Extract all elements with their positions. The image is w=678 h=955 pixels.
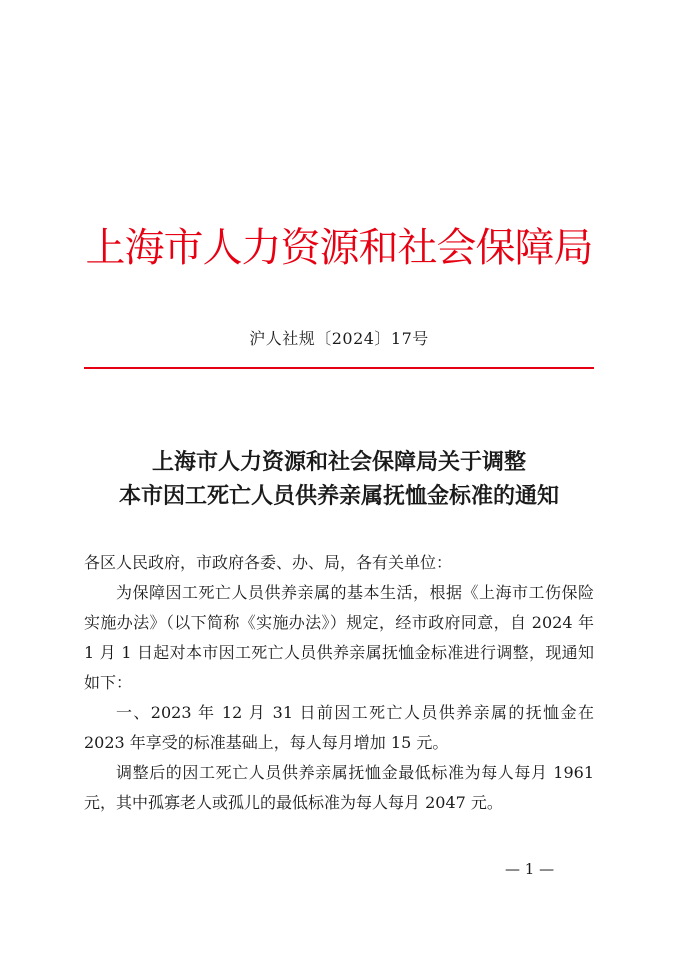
red-divider xyxy=(84,367,594,369)
agency-masthead: 上海市人力资源和社会保障局 xyxy=(85,225,593,271)
page-number: — 1 — xyxy=(505,860,555,878)
salutation: 各区人民政府，市政府各委、办、局，各有关单位： xyxy=(84,553,453,572)
document-body xyxy=(84,548,594,818)
paragraph-1: 为保障因工死亡人员供养亲属的基本生活，根据《上海市工伤保险实施办法》（以下简称《实施办法》）规定，经市政府同意，自 2024 年 1 月 1 日起对本市因工死亡人员供养亲属抚恤金标准进行调整，现通知如下： xyxy=(84,583,594,692)
document-title-line2: 本市因工死亡人员供养亲属抚恤金标准的通知 xyxy=(118,483,559,509)
document-number: 沪人社规〔2024〕17号 xyxy=(249,329,429,348)
paragraph-3: 调整后的因工死亡人员供养亲属抚恤金最低标准为每人每月 1961 元，其中孤寡老人或孤儿的最低标准为每人每月 2047 元。 xyxy=(84,763,594,812)
document-title-line1: 上海市人力资源和社会保障局关于调整 xyxy=(151,449,526,475)
paragraph-2: 一、2023 年 12 月 31 日前因工死亡人员供养亲属的抚恤金在 2023 年享受的标准基础上，每人每月增加 15 元。 xyxy=(84,703,594,752)
